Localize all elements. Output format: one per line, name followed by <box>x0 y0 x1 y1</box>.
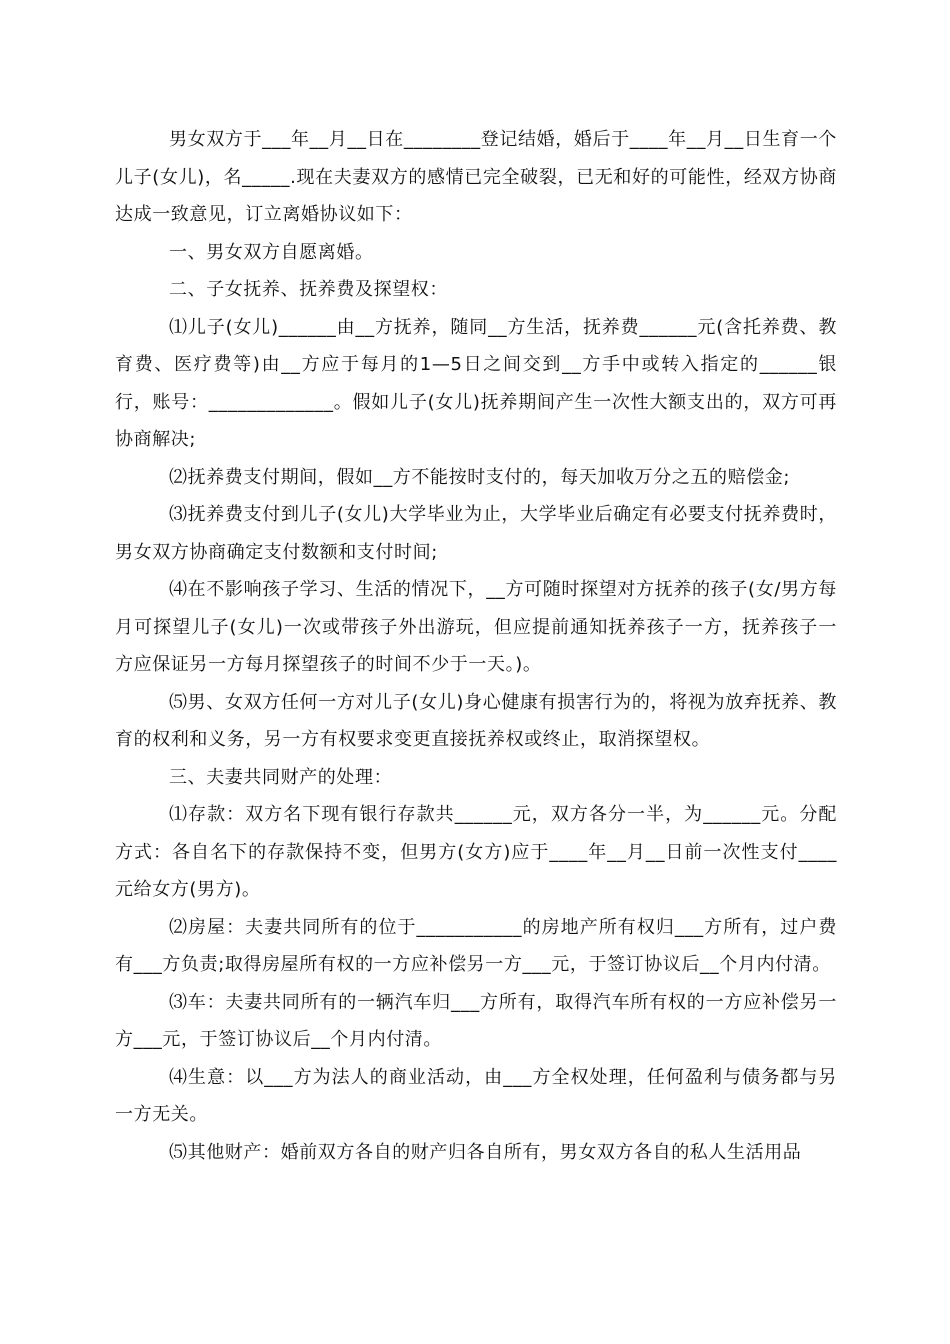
paragraph-property-deposits: ⑴存款：双方名下现有银行存款共______元，双方各分一半，为______元。分配方式：各自名下的存款保持不变，但男方(女方)应于____年__月__日前一次性支付____元给女方(男方)。 <box>115 804 837 900</box>
paragraph-custody-2: ⑵抚养费支付期间，假如__方不能按时支付的，每天加收万分之五的赔偿金; <box>169 466 791 488</box>
paragraph-section-3-heading: 三、夫妻共同财产的处理： <box>169 766 393 788</box>
paragraph-custody-5: ⑸男、女双方任何一方对儿子(女儿)身心健康有损害行为的，将视为放弃抚养、教育的权利和义务，另一方有权要求变更直接抚养权或终止，取消探望权。 <box>115 691 837 750</box>
paragraph-property-other: ⑸其他财产：婚前双方各自的财产归各自所有，男女双方各自的私人生活用品 <box>169 1141 802 1163</box>
paragraph-section-2-heading: 二、子女抚养、抚养费及探望权： <box>169 279 448 300</box>
paragraph-property-house: ⑵房屋：夫妻共同所有的位于___________的房地产所有权归___方所有，过户费有___方负责;取得房屋所有权的一方应补偿另一方___元，于签订协议后__个月内付清。 <box>115 916 837 975</box>
paragraph-custody-1: ⑴儿子(女儿)______由__方抚养，随同__方生活，抚养费______元(含托养费、教育费、医疗费等)由__方应于每月的1—5日之间交到__方手中或转入指定的______银行，账号：_____________。假如儿子(女儿)抚养期间产生一次性大额支出的，双方可再协商解决; <box>115 316 837 450</box>
paragraph-custody-4: ⑷在不影响孩子学习、生活的情况下，__方可随时探望对方抚养的孩子(女/男方每月可探望儿子(女儿)一次或带孩子外出游玩，但应提前通知抚养孩子一方，抚养孩子一方应保证另一方每月探望孩子的时间不少于一天。)。 <box>115 579 837 675</box>
document-body <box>115 121 837 1171</box>
paragraph-property-car: ⑶车：夫妻共同所有的一辆汽车归___方所有，取得汽车所有权的一方应补偿另一方___元，于签订协议后__个月内付清。 <box>115 991 837 1050</box>
paragraph-intro: 男女双方于___年__月__日在________登记结婚，婚后于____年__月__日生育一个儿子(女儿)，名_____.现在夫妻双方的感情已完全破裂，已无和好的可能性，经双方协商达成一致意见，订立离婚协议如下： <box>115 129 837 225</box>
paragraph-section-1: 一、男女双方自愿离婚。 <box>169 241 374 263</box>
paragraph-property-business: ⑷生意：以___方为法人的商业活动，由___方全权处理，任何盈利与债务都与另一方无关。 <box>115 1066 837 1125</box>
paragraph-custody-3: ⑶抚养费支付到儿子(女儿)大学毕业为止，大学毕业后确定有必要支付抚养费时，男女双方协商确定支付数额和支付时间; <box>115 504 837 563</box>
